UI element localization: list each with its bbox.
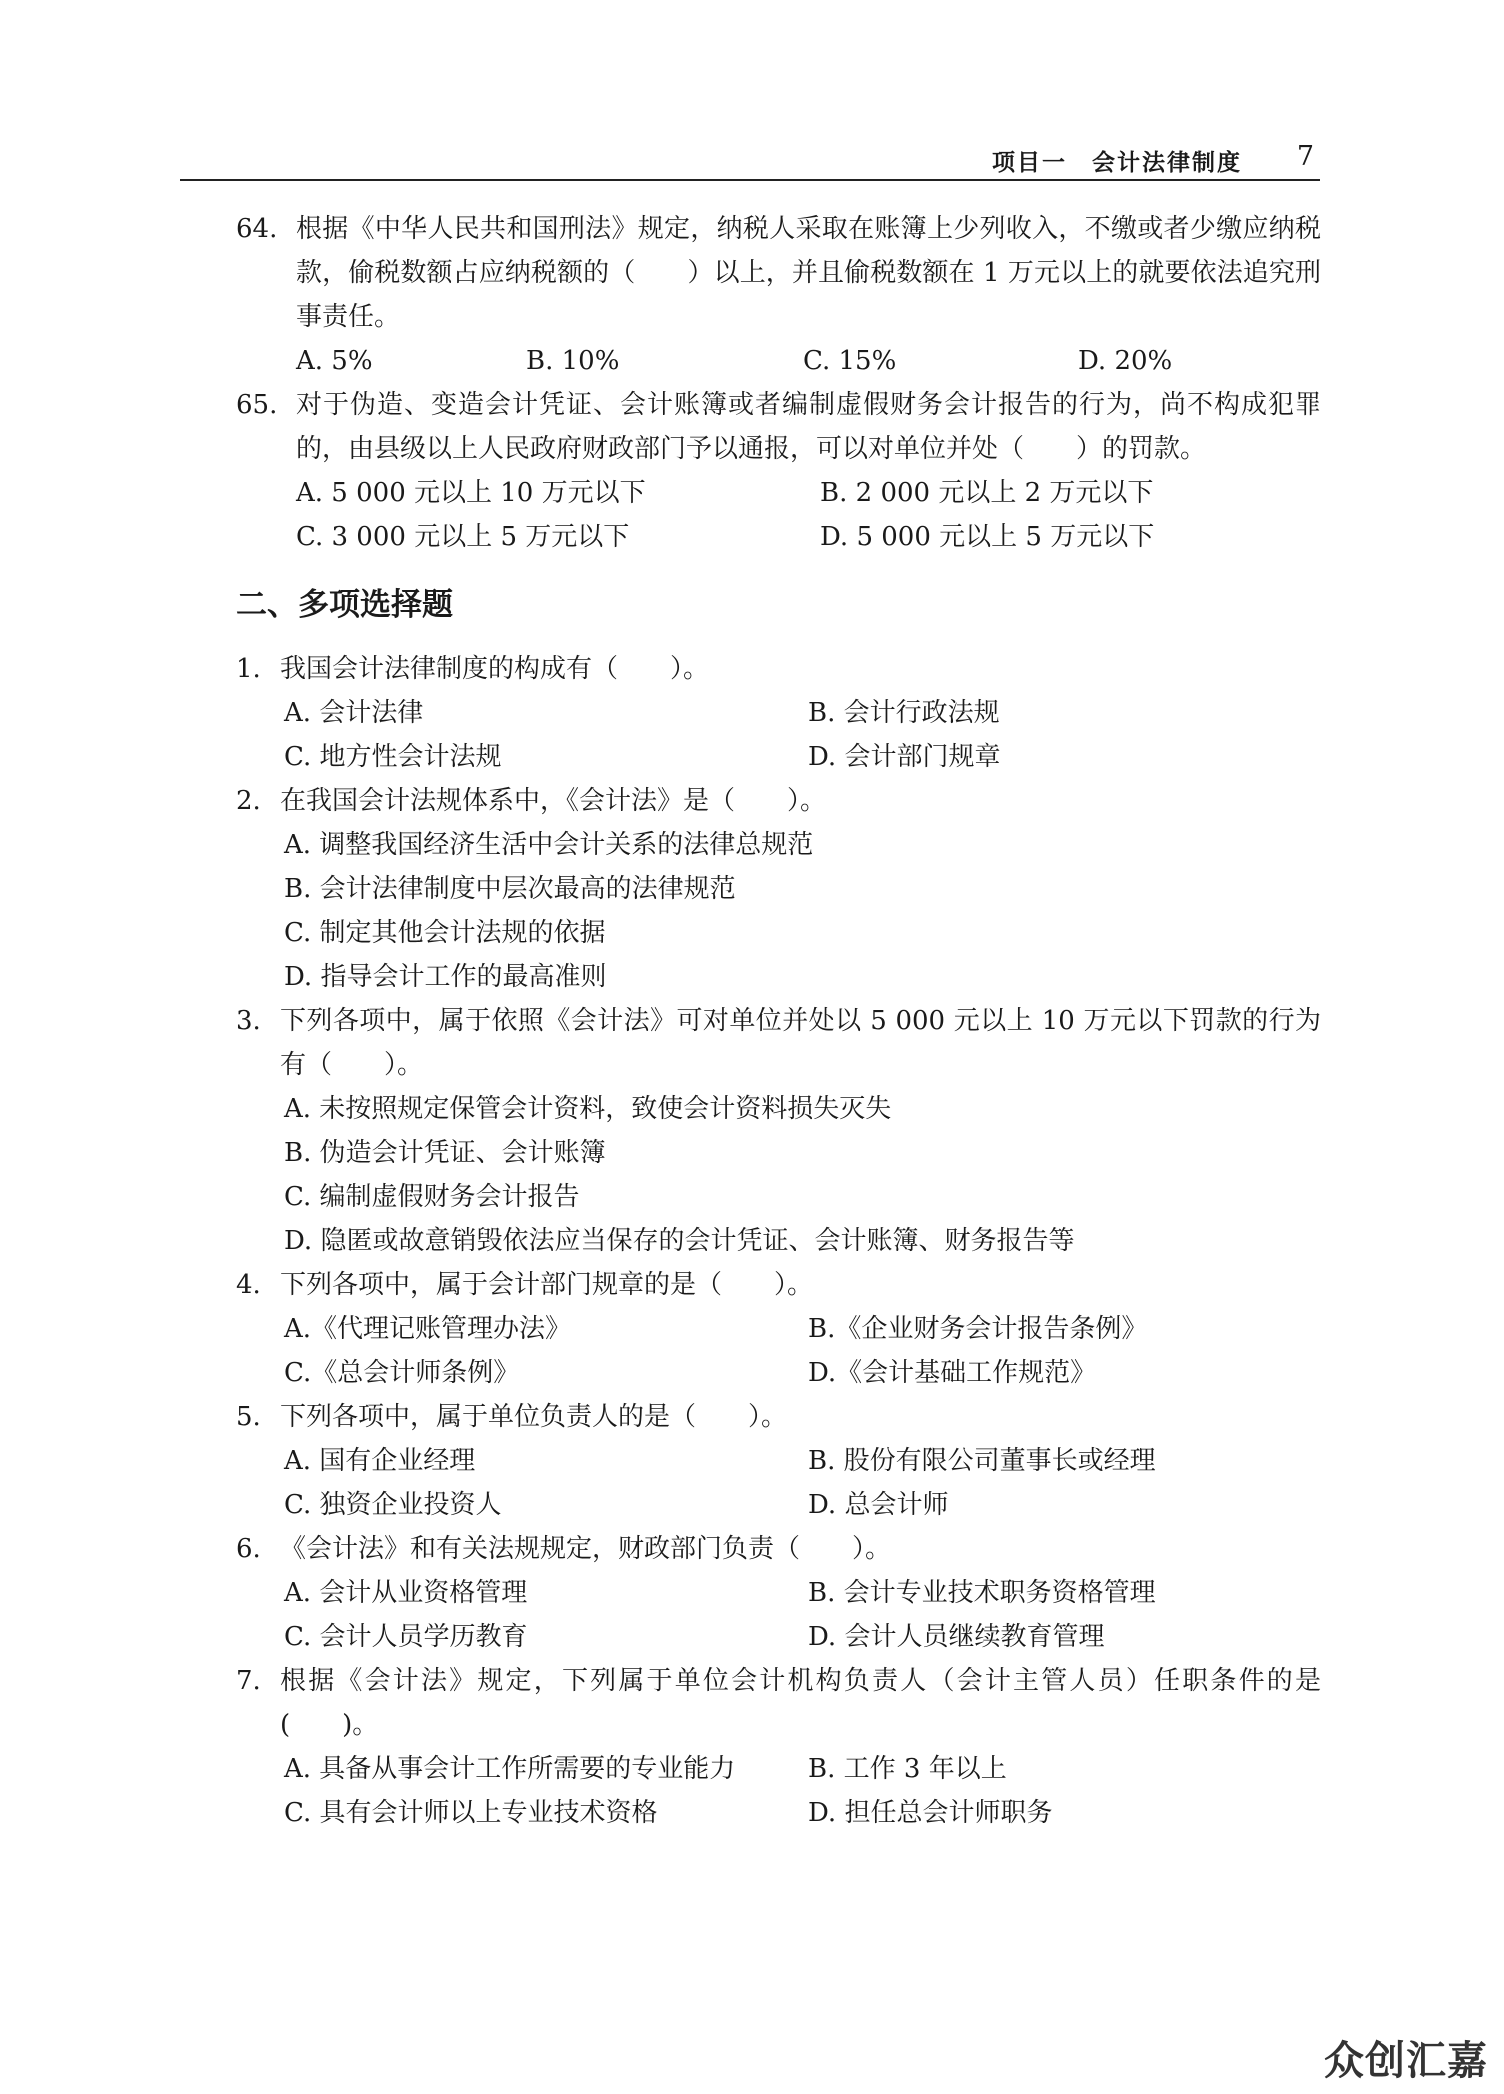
answer-options: [284, 1747, 1321, 1835]
answer-option: D. 5 000 元以上 5 万元以下: [820, 522, 1155, 552]
answer-options: [284, 1439, 1321, 1527]
question-number: 2.: [236, 786, 261, 816]
answer-option: B. 2 000 元以上 2 万元以下: [820, 478, 1154, 508]
answer-option: A. 会计从业资格管理: [284, 1578, 528, 1608]
answer-option: B. 会计专业技术职务资格管理: [808, 1578, 1156, 1608]
question-item: [236, 383, 1321, 559]
answer-options: [284, 823, 1321, 999]
question-stem: 《会计法》和有关法规规定，财政部门负责（ ）。: [280, 1534, 892, 1564]
question-item: [236, 1263, 1321, 1395]
answer-option: D. 隐匿或故意销毁依法应当保存的会计凭证、会计账簿、财务报告等: [284, 1226, 1075, 1256]
answer-option: B. 会计行政法规: [808, 698, 1000, 728]
answer-option: D.《会计基础工作规范》: [808, 1358, 1097, 1388]
question-number: 64.: [236, 214, 278, 244]
answer-option: B. 会计法律制度中层次最高的法律规范: [284, 874, 736, 904]
answer-option: D. 20%: [1078, 346, 1173, 376]
question-stem: 在我国会计法规体系中，《会计法》是（ ）。: [280, 786, 827, 816]
question-stem: 根据《会计法》规定，下列属于单位会计机构负责人（会计主管人员）任职条件的是( )。: [280, 1666, 1321, 1740]
answer-option: C. 会计人员学历教育: [284, 1622, 528, 1652]
question-stem: 对于伪造、变造会计凭证、会计账簿或者编制虚假财务会计报告的行为，尚不构成犯罪的，由县级以上人民政府财政部门予以通报，可以对单位并处（ ）的罚款。: [296, 390, 1321, 464]
answer-option: B. 工作 3 年以上: [808, 1754, 1007, 1784]
answer-option: A. 5%: [296, 346, 373, 376]
question-item: [236, 779, 1321, 999]
question-item: [236, 1659, 1321, 1835]
answer-options: [284, 691, 1321, 779]
chapter-title: 项目一 会计法律制度: [992, 150, 1242, 176]
answer-option: C. 15%: [803, 346, 897, 376]
answer-options: [284, 1307, 1321, 1395]
answer-options: [284, 1087, 1321, 1263]
answer-option: A. 具备从事会计工作所需要的专业能力: [284, 1754, 736, 1784]
answer-option: C. 制定其他会计法规的依据: [284, 918, 606, 948]
answer-option: A. 5 000 元以上 10 万元以下: [296, 478, 646, 508]
question-stem: 下列各项中，属于单位负责人的是（ ）。: [280, 1402, 788, 1432]
answer-options: [284, 1571, 1321, 1659]
answer-options: [296, 339, 1321, 383]
header-rule: [180, 179, 1320, 181]
answer-option: B. 10%: [526, 346, 620, 376]
question-number: 4.: [236, 1270, 261, 1300]
question-number: 6.: [236, 1534, 261, 1564]
single-choice-questions: [236, 207, 1321, 559]
question-item: [236, 1395, 1321, 1527]
answer-option: C. 地方性会计法规: [284, 742, 502, 772]
answer-option: A. 会计法律: [284, 698, 424, 728]
answer-options: [296, 471, 1321, 559]
page-number: 7: [1296, 141, 1314, 172]
question-number: 1.: [236, 654, 261, 684]
answer-option: C. 具有会计师以上专业技术资格: [284, 1798, 658, 1828]
question-stem: 我国会计法律制度的构成有（ ）。: [280, 654, 710, 684]
answer-option: A. 国有企业经理: [284, 1446, 476, 1476]
answer-option: D. 担任总会计师职务: [808, 1798, 1053, 1828]
question-item: [236, 1527, 1321, 1659]
watermark-logo: 众创汇嘉: [1324, 2038, 1488, 2084]
answer-option: D. 总会计师: [808, 1490, 949, 1520]
answer-option: C. 3 000 元以上 5 万元以下: [296, 522, 630, 552]
question-item: [236, 207, 1321, 383]
answer-option: B. 股份有限公司董事长或经理: [808, 1446, 1156, 1476]
question-number: 5.: [236, 1402, 261, 1432]
question-number: 3.: [236, 1006, 261, 1036]
answer-option: C. 独资企业投资人: [284, 1490, 502, 1520]
answer-option: A.《代理记账管理办法》: [284, 1314, 572, 1344]
question-number: 7.: [236, 1666, 261, 1696]
answer-option: A. 调整我国经济生活中会计关系的法律总规范: [284, 830, 814, 860]
answer-option: D. 会计人员继续教育管理: [808, 1622, 1105, 1652]
answer-option: C. 编制虚假财务会计报告: [284, 1182, 580, 1212]
answer-option: C.《总会计师条例》: [284, 1358, 520, 1388]
multiple-choice-questions: [236, 647, 1321, 1835]
answer-option: B.《企业财务会计报告条例》: [808, 1314, 1148, 1344]
question-stem: 下列各项中，属于依照《会计法》可对单位并处以 5 000 元以上 10 万元以下罚款的行为有（ ）。: [280, 1006, 1321, 1080]
question-item: [236, 999, 1321, 1263]
running-header: [180, 138, 1320, 180]
answer-option: A. 未按照规定保管会计资料，致使会计资料损失灭失: [284, 1094, 892, 1124]
answer-option: D. 会计部门规章: [808, 742, 1001, 772]
question-stem: 根据《中华人民共和国刑法》规定，纳税人采取在账簿上少列收入，不缴或者少缴应纳税款，偷税数额占应纳税额的（ ）以上，并且偷税数额在 1 万元以上的就要依法追究刑事责任。: [296, 214, 1321, 332]
answer-option: D. 指导会计工作的最高准则: [284, 962, 607, 992]
answer-option: B. 伪造会计凭证、会计账簿: [284, 1138, 606, 1168]
question-item: [236, 647, 1321, 779]
section-title: 二、多项选择题: [236, 587, 453, 623]
question-stem: 下列各项中，属于会计部门规章的是（ ）。: [280, 1270, 814, 1300]
page-content: [236, 207, 1321, 1835]
question-number: 65.: [236, 390, 278, 420]
